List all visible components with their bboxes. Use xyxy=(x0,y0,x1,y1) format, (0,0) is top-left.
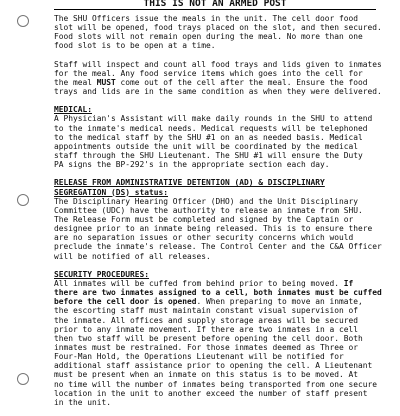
emphasis-must: MUST xyxy=(96,77,116,87)
text-line: The Disciplinary Hearing Officer (DHO) and the Unit Disciplinary xyxy=(54,196,359,206)
security-heading: SECURITY PROCEDURES: xyxy=(54,269,150,279)
punch-hole xyxy=(17,373,29,385)
text-line: will be notified of all releases. xyxy=(54,251,211,261)
text-run: come out of the cell after the meal. Ensure the food xyxy=(115,77,368,87)
medical-heading: MEDICAL: xyxy=(54,105,93,115)
punch-hole xyxy=(17,194,29,206)
release-section xyxy=(54,178,382,261)
text-line: trays and lids are in the same condition as when they were delivered. xyxy=(54,87,382,97)
text-line: the escorting staff must maintain constant visual supervision of xyxy=(54,306,359,316)
text-run: . When preparing to move an inmate, xyxy=(196,297,363,307)
text-line: staff through the SHU Lieutenant. The SHU #1 will ensure the Duty xyxy=(54,151,363,161)
text-line: Food slots will not remain open during the meal. No more than one xyxy=(54,32,363,42)
text-line: The Release Form must be completed and signed by the Captain or xyxy=(54,214,354,224)
text-line: The SHU Officers issue the meals in the unit. The cell door food xyxy=(54,14,359,23)
text-line: the inmate. All offices and supply storage areas will be secured xyxy=(54,315,359,325)
emphasis-text: If xyxy=(343,278,354,288)
text-line xyxy=(54,297,376,306)
text-line: to the medical staff by the SHU #1 on an as needed basis. Medical xyxy=(54,132,363,142)
section-heading-line xyxy=(54,105,376,114)
punch-hole xyxy=(17,15,29,27)
release-heading: SEGREGATION (DS) status: xyxy=(54,187,169,197)
emphasis-line: there are two inmates assigned to a cell, both inmates must be cuffed xyxy=(54,288,382,298)
section-heading-line xyxy=(54,178,376,187)
text-line: slot will be opened, food trays placed on the slot, and then secured. xyxy=(54,23,382,33)
text-line: for the meal. Any food service items which goes into the cell for xyxy=(54,68,363,78)
meals-paragraph-2 xyxy=(54,59,382,97)
section-heading-line xyxy=(54,270,376,279)
text-line: must be present when an inmate on this status is to be moved. At xyxy=(54,370,359,380)
text-line: location in the unit to another exceed the number of staff present xyxy=(54,388,368,398)
text-line: to the inmate's medical needs. Medical requests will be telephoned xyxy=(54,123,368,133)
release-heading: RELEASE FROM ADMINISTRATIVE DETENTION (AD) & DISCIPLINARY xyxy=(54,178,325,188)
text-line xyxy=(54,78,376,87)
text-line: Staff will inspect and count all food trays and lids given to inmates xyxy=(54,59,382,69)
text-line: then two staff will be present before opening the cell door. Both xyxy=(54,333,363,343)
text-line: Committee (UDC) have the authority to release an inmate from SHU. xyxy=(54,205,363,215)
text-line: designee prior to an inmate being released. This is to ensure there xyxy=(54,224,373,234)
text-line xyxy=(54,279,376,288)
text-line: Four-Man Hold, the Operations Lieutenant will be notified for xyxy=(54,352,344,362)
emphasis-text: before the cell door is opened xyxy=(54,297,197,307)
text-line: prior to any inmate movement. If there are two inmates in a cell xyxy=(54,324,359,334)
text-line: in the unit. xyxy=(54,397,112,407)
text-run: All inmates will be cuffed from behind prior to being moved. xyxy=(54,278,344,288)
section-heading-line xyxy=(54,188,376,197)
text-line: A Physician's Assistant will make daily rounds in the SHU to attend xyxy=(54,114,373,124)
text-run: the meal xyxy=(54,77,97,87)
text-line: appointments outside the unit will be coordinated by the medical xyxy=(54,141,359,151)
security-section xyxy=(54,269,382,407)
text-line: inmates must be restrained. For those inmates deemed as Three or xyxy=(54,343,359,352)
document-body xyxy=(54,14,382,416)
text-line: preclude the inmate's release. The Control Center and the C&A Officer xyxy=(54,242,382,252)
text-line: PA signs the BP-292's in the appropriate section each day. xyxy=(54,160,330,170)
text-line: food slot is to be open at a time. xyxy=(54,41,216,51)
medical-section xyxy=(54,105,376,169)
text-line: additional staff assistance prior to opening the cell. A Lieutenant xyxy=(54,361,373,371)
page-header: THIS IS NOT AN ARMED POST xyxy=(54,0,376,10)
text-line: are no separation issues or other security concerns which would xyxy=(54,233,354,243)
meals-paragraph-1 xyxy=(54,14,382,51)
text-line: no time will the number of inmates being transported from one secure xyxy=(54,379,378,389)
